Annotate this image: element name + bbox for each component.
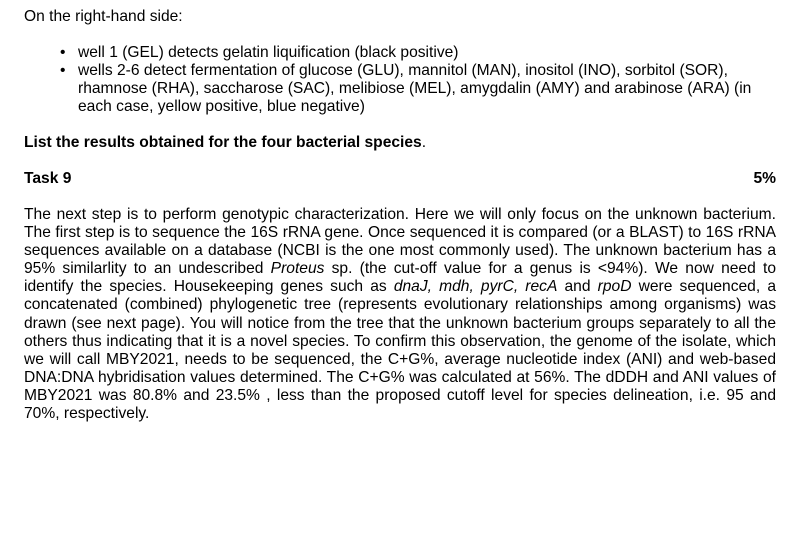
task-body-paragraph: [24, 206, 776, 423]
task-heading: [24, 170, 776, 188]
body-segment: and: [557, 278, 598, 296]
body-segment: sp. (the cut-off value for a genus is <94%). We now need to identify the species. Housekeeping genes such as: [24, 260, 776, 296]
instruction-text: [24, 134, 776, 152]
gene-names: dnaJ, mdh, pyrC, recA: [393, 278, 558, 296]
task-marks: 5%: [753, 170, 776, 187]
list-item: [24, 62, 776, 116]
bullet-icon: •: [60, 62, 66, 79]
list-item-text: well 1 (GEL) detects gelatin liquification (black positive): [78, 44, 459, 61]
instruction-end: .: [421, 134, 427, 151]
instruction-bold: List the results obtained for the four bacterial species: [24, 134, 422, 151]
list-item: [24, 44, 776, 62]
body-segment: The next step is to perform genotypic characterization. Here we will only focus on the unknown bacterium. The first step is to sequence the 16S rRNA gene. Once sequenced it is compared (or a BLAST) to 16S rRNA sequences available on a database (NCBI is the one most commonly used). The unknown bacterium has a 95% similarlity to an undescribed: [24, 206, 776, 278]
task-title: Task 9: [24, 170, 72, 187]
well-description-list: [24, 44, 776, 116]
list-item-text: wells 2-6 detect fermentation of glucose (GLU), mannitol (MAN), inositol (INO), sorbitol (SOR), rhamnose (RHA), saccharose (SAC), melibiose (MEL), amygdalin (AMY) and arabinose (ARA) (in each case, yellow positive, blue negative): [78, 62, 752, 115]
body-segment: were sequenced, a concatenated (combined) phylogenetic tree (represents evolutionary relationships among organisms) was drawn (see next page). You will notice from the tree that the unknown bacterium groups separately to all the others thus indicating that it is a novel species. To confirm this observation, the genome of the isolate, which we will call MBY2021, needs to be sequenced, the C+G%, average nucleotide index (ANI) and web-based DNA:DNA hybridisation values determined. The C+G% was calculated at 56%. The dDDH and ANI values of MBY2021 was 80.8% and 23.5% , less than the proposed cutoff level for species delineation, i.e. 95 and 70%, respectively.: [24, 278, 776, 423]
intro-text: On the right-hand side:: [24, 8, 183, 25]
genus-name: Proteus: [270, 260, 325, 278]
bullet-icon: •: [60, 44, 66, 61]
document-page: [24, 8, 776, 423]
gene-name: rpoD: [597, 278, 632, 296]
